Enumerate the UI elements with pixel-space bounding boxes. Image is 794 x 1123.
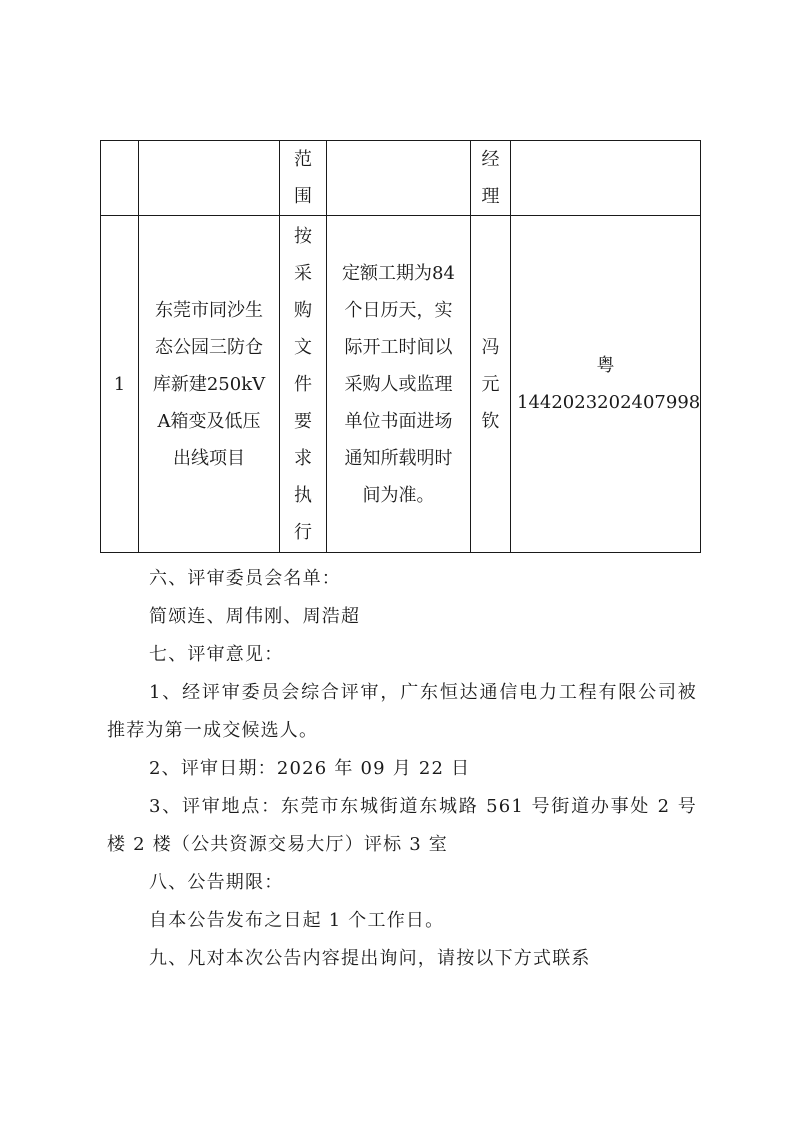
cell-scope: 按采购文件要求执行 <box>280 216 327 553</box>
cell-seq: 1 <box>101 216 139 553</box>
committee-members: 简颂连、周伟刚、周浩超 <box>149 606 361 627</box>
opinion-item-2: 2、评审日期：2026 年 09 月 22 日 <box>149 758 471 779</box>
cert-prefix: 粤 <box>596 355 615 376</box>
header-scope-label: 范围 <box>294 149 312 207</box>
header-cell-project <box>139 141 280 216</box>
award-table <box>100 140 701 553</box>
header-manager-label: 经理 <box>481 149 500 207</box>
header-cell-cert <box>511 141 701 216</box>
table-header-row <box>101 141 701 216</box>
opinion-item-1: 1、经评审委员会综合评审，广东恒达通信电力工程有限公司被推荐为第一成交候选人。 <box>107 682 697 741</box>
header-cell-seq <box>101 141 139 216</box>
header-cell-manager <box>471 141 511 216</box>
cell-manager: 冯元钦 <box>471 216 511 553</box>
cert-number: 1442023202407998 <box>517 392 701 413</box>
body-sections <box>107 560 697 978</box>
period-heading: 八、公告期限： <box>149 872 284 893</box>
inquiry-heading: 九、凡对本次公告内容提出询问，请按以下方式联系 <box>149 948 591 969</box>
table-row <box>101 216 701 553</box>
opinion-item-3: 3、评审地点：东莞市东城街道东城路 561 号街道办事处 2 号楼 2 楼（公共资源交易大厅）评标 3 室 <box>107 796 697 855</box>
header-cell-duration <box>327 141 471 216</box>
header-cell-scope <box>280 141 327 216</box>
cell-certificate <box>511 216 701 553</box>
committee-heading: 六、评审委员会名单： <box>149 568 341 589</box>
opinion-heading: 七、评审意见： <box>149 644 284 665</box>
period-text: 自本公告发布之日起 1 个工作日。 <box>149 910 445 931</box>
cell-project-name: 东莞市同沙生态公园三防仓库新建250kVA箱变及低压出线项目 <box>139 216 280 553</box>
cell-duration: 定额工期为84个日历天，实际开工时间以采购人或监理单位书面进场通知所载明时间为准。 <box>327 216 471 553</box>
